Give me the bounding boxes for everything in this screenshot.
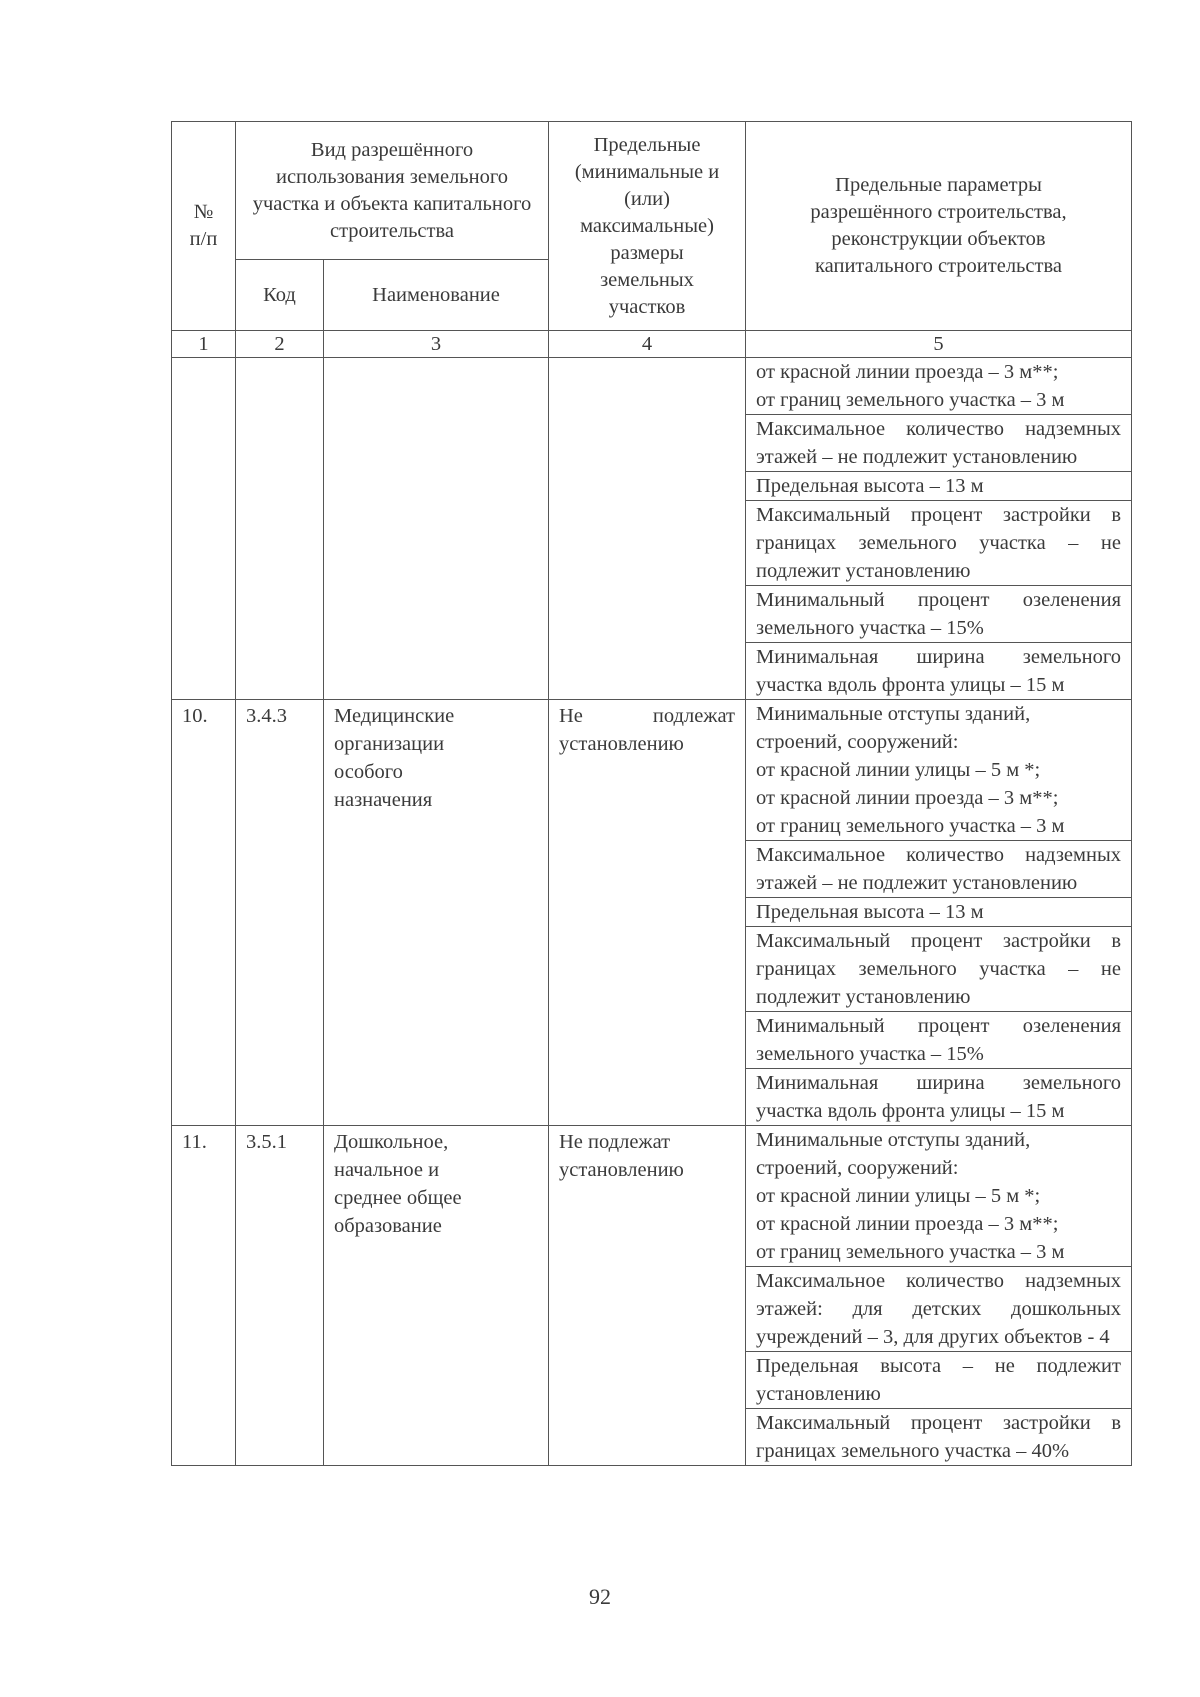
param-setbacks: Минимальные отступы зданий, строений, сооружений: от красной линии улицы – 5 м *; от красной линии проезда – 3 м**; от границ земельного участка – 3 м <box>746 700 1131 841</box>
param-setbacks: Минимальные отступы зданий, строений, сооружений: от красной линии улицы – 5 м *; от красной линии проезда – 3 м**; от границ земельного участка – 3 м <box>746 1126 1131 1267</box>
header-permitted-use: Вид разрешённого использования земельного участка и объекта капитального строительства <box>236 122 549 260</box>
header-plot-sizes: Предельные (минимальные и (или) максимальные) размеры земельных участков <box>549 122 746 331</box>
column-number: 4 <box>549 331 746 358</box>
header-name: Наименование <box>324 260 549 331</box>
params-cell <box>746 1126 1132 1466</box>
header-construction-params: Предельные параметры разрешённого строительства, реконструкции объектов капитального строительства <box>746 122 1132 331</box>
param-height: Предельная высота – не подлежит установлению <box>746 1352 1131 1409</box>
row-size: Не подлежат установлению <box>549 1126 746 1466</box>
column-number: 2 <box>236 331 324 358</box>
param-floors: Максимальное количество надземных этажей – не подлежит установлению <box>746 415 1131 472</box>
table-row <box>172 700 1132 1126</box>
row-number: 11. <box>172 1126 236 1466</box>
table-row <box>172 1126 1132 1466</box>
param-greening: Минимальный процент озеленения земельного участка – 15% <box>746 586 1131 643</box>
row-code: 3.4.3 <box>236 700 324 1126</box>
regulations-table <box>171 121 1132 1466</box>
table-row-continuation <box>172 358 1132 700</box>
param-frontage: Минимальная ширина земельного участка вдоль фронта улицы – 15 м <box>756 1072 1121 1122</box>
param-setbacks: от красной линии проезда – 3 м**; от границ земельного участка – 3 м <box>746 358 1131 415</box>
column-number-row <box>172 331 1132 358</box>
param-frontage: Минимальная ширина земельного участка вдоль фронта улицы – 15 м <box>756 646 1121 696</box>
param-floors: Максимальное количество надземных этажей: для детских дошкольных учреждений – 3, для других объектов - 4 <box>746 1267 1131 1352</box>
row-name: Дошкольное, начальное и среднее общее образование <box>324 1126 549 1466</box>
param-greening: Минимальный процент озеленения земельного участка – 15% <box>746 1012 1131 1069</box>
params-cell <box>746 700 1132 1126</box>
row-number: 10. <box>172 700 236 1126</box>
param-height: Предельная высота – 13 м <box>746 898 1131 927</box>
column-number: 1 <box>172 331 236 358</box>
header-number: № п/п <box>172 122 236 331</box>
param-coverage: Максимальный процент застройки в границах земельного участка – не подлежит установлению <box>746 927 1131 1012</box>
param-coverage: Максимальный процент застройки в границах земельного участка – не подлежит установлению <box>746 501 1131 586</box>
row-code: 3.5.1 <box>236 1126 324 1466</box>
page-number: 92 <box>589 1584 611 1609</box>
row-size: Не подлежат установлению <box>549 700 746 1126</box>
header-code: Код <box>236 260 324 331</box>
param-floors: Максимальное количество надземных этажей – не подлежит установлению <box>746 841 1131 898</box>
params-cell <box>746 358 1132 700</box>
row-name: Медицинские организации особого назначения <box>324 700 549 1126</box>
param-height: Предельная высота – 13 м <box>746 472 1131 501</box>
column-number: 5 <box>746 331 1132 358</box>
param-coverage: Максимальный процент застройки в границах земельного участка – 40% <box>756 1412 1121 1462</box>
column-number: 3 <box>324 331 549 358</box>
